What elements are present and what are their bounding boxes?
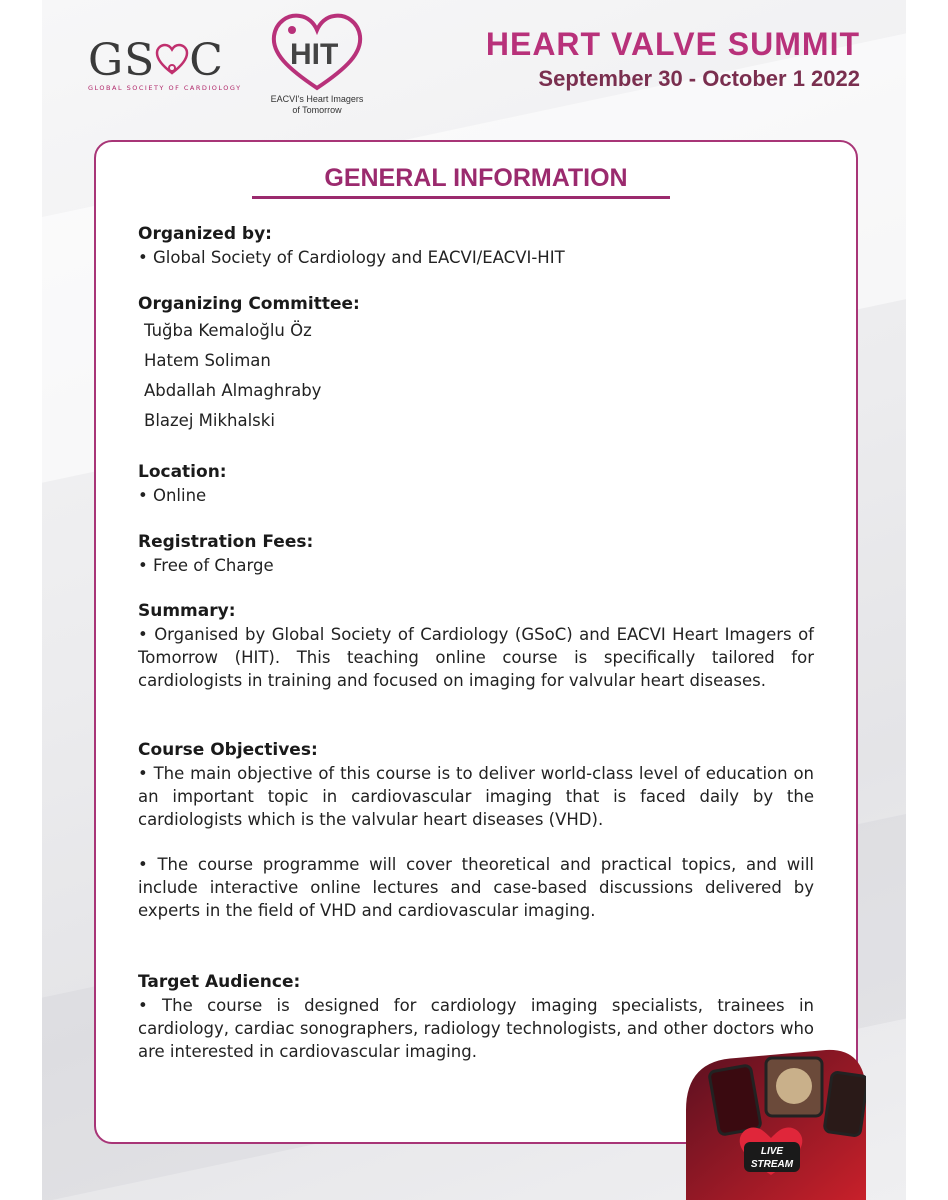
valve-image-tile bbox=[709, 1065, 761, 1135]
event-dates: September 30 - October 1 2022 bbox=[538, 66, 860, 91]
committee-member: Tuğba Kemaloğlu Öz bbox=[144, 321, 312, 340]
committee-member: Abdallah Almaghraby bbox=[144, 381, 322, 400]
gsoc-logo-subtitle: GLOBAL SOCIETY OF CARDIOLOGY bbox=[88, 84, 242, 92]
section-label: Registration Fees: bbox=[138, 532, 314, 552]
hit-subtitle-line: EACVI's Heart Imagers bbox=[270, 94, 364, 104]
committee-member: Hatem Soliman bbox=[144, 351, 271, 370]
hit-subtitle-line: of Tomorrow bbox=[292, 105, 342, 115]
gsoc-logo-text: GS C bbox=[88, 35, 224, 86]
badge-line1: LIVE bbox=[760, 1146, 784, 1157]
gsoc-logo bbox=[88, 35, 242, 96]
section-text: • Online bbox=[138, 486, 207, 505]
heading-underline bbox=[252, 196, 670, 199]
location-section bbox=[138, 460, 814, 507]
section-label: Location: bbox=[138, 462, 227, 482]
valve-image-tile bbox=[824, 1072, 866, 1136]
section-label: Target Audience: bbox=[138, 972, 301, 992]
hit-logo bbox=[262, 8, 372, 118]
section-text: • Organised by Global Society of Cardiology (GSoC) and EACVI Heart Imagers of Tomorrow (HIT). This teaching online course is specifically tailored for cardiologists in training and focused on imaging for valvular heart diseases. bbox=[138, 625, 814, 690]
organized-by-section bbox=[138, 222, 814, 269]
section-label: Organizing Committee: bbox=[138, 294, 360, 314]
summary-section bbox=[138, 599, 814, 692]
section-label: Organized by: bbox=[138, 224, 272, 244]
section-text: • Global Society of Cardiology and EACVI/EACVI-HIT bbox=[138, 248, 565, 267]
committee-member: Blazej Mikhalski bbox=[144, 411, 275, 430]
valve-image-detail bbox=[776, 1068, 812, 1104]
hit-logo-text: HIT bbox=[290, 38, 339, 71]
live-stream-badge bbox=[676, 1040, 866, 1200]
badge-line2: STREAM bbox=[750, 1159, 794, 1170]
section-text: • The course is designed for cardiology imaging specialists, trainees in cardiology, cardiac sonographers, radiology technologists, and other doctors who are interested in cardiovascular imaging. bbox=[138, 996, 814, 1061]
section-text: • The course programme will cover theoretical and practical topics, and will include interactive online lectures and case-based discussions delivered by experts in the field of VHD and cardiovascular imaging. bbox=[138, 855, 814, 920]
objectives-section bbox=[138, 738, 814, 922]
section-text: • Free of Charge bbox=[138, 556, 274, 575]
general-information-card bbox=[94, 140, 858, 1144]
section-label: Course Objectives: bbox=[138, 740, 318, 760]
fees-section bbox=[138, 530, 814, 577]
event-title: HEART VALVE SUMMIT bbox=[485, 26, 860, 62]
hit-logo-subtitle bbox=[262, 94, 372, 116]
section-label: Summary: bbox=[138, 601, 236, 621]
section-text: • The main objective of this course is to deliver world-class level of education on an important topic in cardiovascular imaging that is faced daily by the cardiologists which is the valvular heart diseases (VHD). bbox=[138, 764, 814, 829]
committee-section bbox=[138, 292, 814, 436]
card-heading: GENERAL INFORMATION bbox=[324, 164, 628, 192]
stethoscope-heart-icon bbox=[155, 43, 189, 77]
